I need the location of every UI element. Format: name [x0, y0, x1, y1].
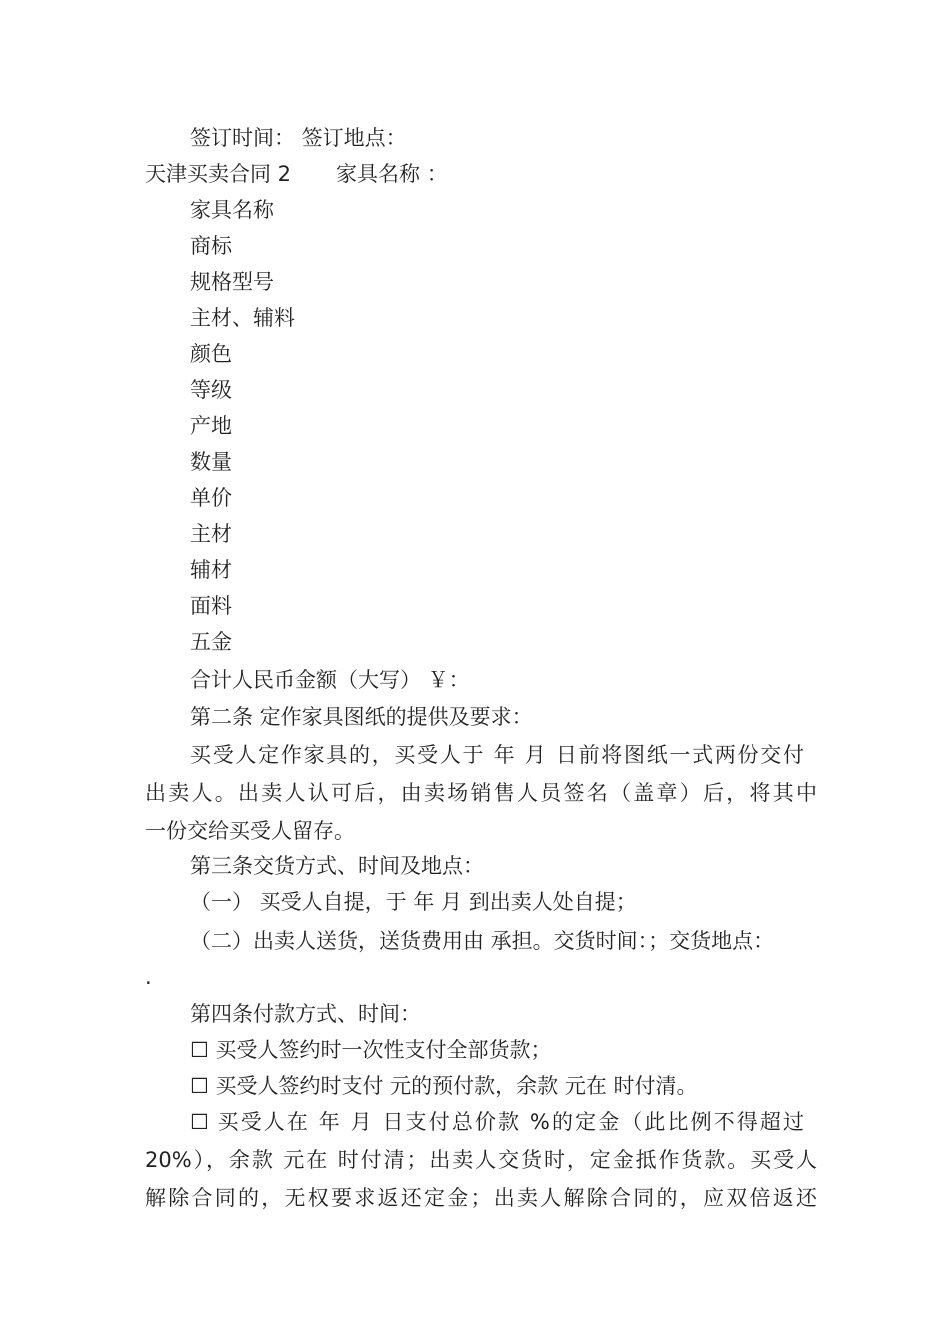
contract-title-line — [145, 160, 448, 188]
item-hardware: 五金 — [190, 630, 232, 654]
article4-option-deposit-line: 20%），余款 元在 时付清；出卖人交货时，定金抵作货款。买受人 — [145, 1148, 817, 1172]
article4-option-deposit-line: ☐ 买受人在 年 月 日支付总价款 %的定金（此比例不得超过 — [190, 1110, 804, 1134]
article3-option-delivery-end: . — [145, 965, 152, 989]
article3-option-delivery: （二）出卖人送货，送货费用由 承担。交货时间：；交货地点： — [190, 929, 775, 953]
article3-heading: 第三条交货方式、时间及地点： — [190, 854, 484, 878]
furniture-name-label: 家具名称 ： — [336, 162, 448, 186]
item-grade: 等级 — [190, 378, 232, 402]
article4-option-prepayment: ☐ 买受人签约时支付 元的预付款，余款 元在 时付清。 — [190, 1074, 698, 1098]
article4-option-deposit-line: 解除合同的，无权要求返还定金；出卖人解除合同的，应双倍返还 — [145, 1186, 817, 1210]
item-unit-price: 单价 — [190, 486, 232, 510]
item-color: 颜色 — [190, 342, 232, 366]
item-origin: 产地 — [190, 414, 232, 438]
item-main-material: 主材 — [190, 522, 232, 546]
signing-time-place-line: 签订时间： 签订地点： — [190, 126, 407, 150]
article4-heading: 第四条付款方式、时间： — [190, 1002, 421, 1026]
article2-paragraph-line: 一份交给买受人留存。 — [145, 819, 355, 843]
article4-option-full-payment: ☐ 买受人签约时一次性支付全部货款； — [190, 1038, 552, 1062]
item-fabric: 面料 — [190, 594, 232, 618]
contract-title: 天津买卖合同 2 — [145, 162, 292, 186]
article2-paragraph-line: 买受人定作家具的，买受人于 年 月 日前将图纸一式两份交付 — [190, 743, 804, 767]
article3-option-self-pickup: （一） 买受人自提，于 年 月 到出卖人处自提； — [190, 890, 637, 914]
item-main-aux-materials: 主材、辅料 — [190, 306, 295, 330]
item-quantity: 数量 — [190, 450, 232, 474]
item-trademark: 商标 — [190, 234, 232, 258]
total-amount-line: 合计人民币金额（大写） ￥： — [190, 668, 470, 692]
item-furniture-name: 家具名称 — [190, 198, 274, 222]
item-aux-material: 辅材 — [190, 558, 232, 582]
item-spec-model: 规格型号 — [190, 270, 274, 294]
article2-paragraph-line: 出卖人。出卖人认可后，由卖场销售人员签名（盖章）后，将其中 — [145, 781, 817, 805]
article2-heading: 第二条 定作家具图纸的提供及要求： — [190, 705, 533, 729]
